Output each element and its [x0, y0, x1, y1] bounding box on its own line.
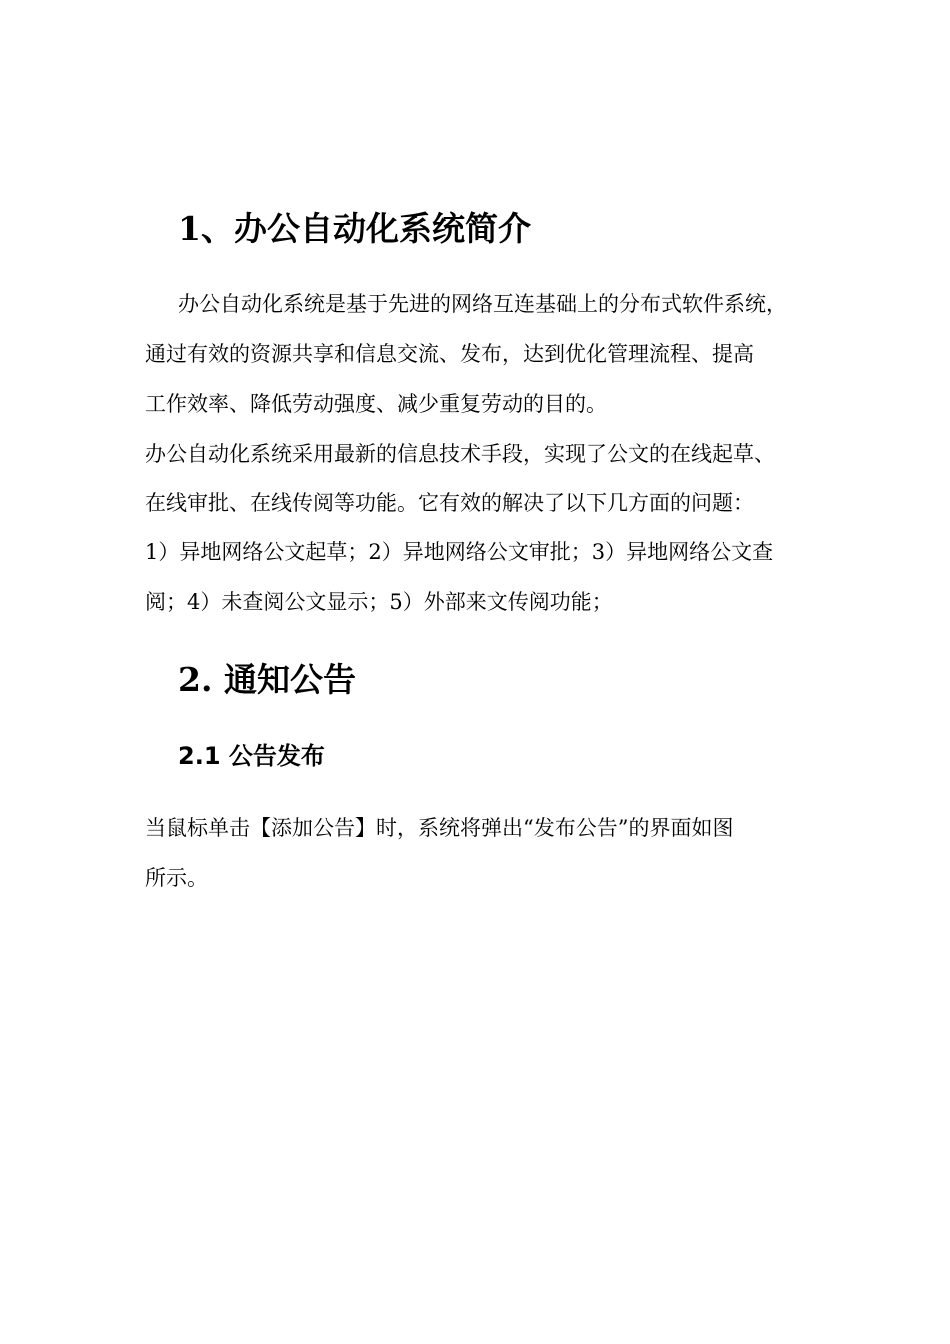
paragraph-line: 通过有效的资源共享和信息交流、发布，达到优化管理流程、提高: [145, 342, 754, 366]
paragraph-line: 所示。: [145, 866, 208, 890]
section-2-heading: 2. 通知公告: [178, 660, 356, 699]
subsection-2-1-heading: 2.1 公告发布: [178, 742, 325, 770]
paragraph-line: 办公自动化系统采用最新的信息技术手段，实现了公文的在线起草、: [145, 442, 775, 466]
paragraph-line: 在线审批、在线传阅等功能。它有效的解决了以下几方面的问题：: [145, 491, 754, 515]
paragraph-line: 阅；4）未查阅公文显示；5）外部来文传阅功能；: [145, 590, 613, 614]
paragraph-line: 1）异地网络公文起草；2）异地网络公文审批；3）异地网络公文查: [145, 540, 774, 564]
paragraph-line: 工作效率、降低劳动强度、减少重复劳动的目的。: [145, 392, 607, 416]
paragraph-line: 办公自动化系统是基于先进的网络互连基础上的分布式软件系统，: [178, 292, 787, 316]
paragraph-line: 当鼠标单击【添加公告】时，系统将弹出“发布公告”的界面如图: [145, 816, 734, 840]
section-1-heading: 1、办公自动化系统简介: [178, 209, 531, 248]
